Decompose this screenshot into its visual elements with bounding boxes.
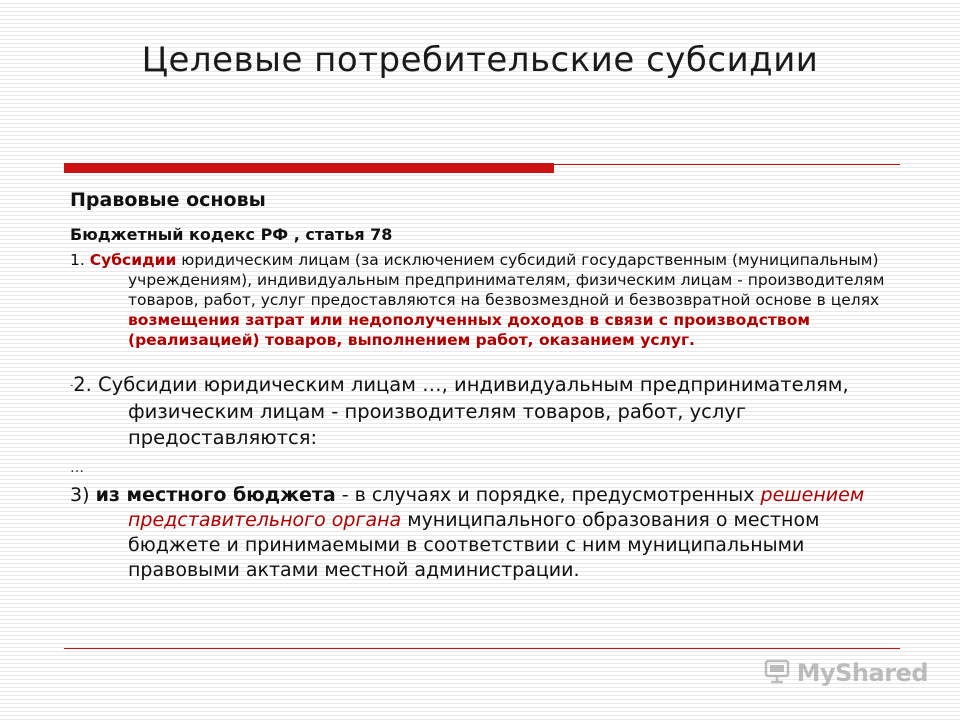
clause-2 (70, 372, 910, 451)
presentation-icon (763, 657, 791, 689)
clause-1-keyword: Субсидии (89, 251, 177, 269)
title-divider-thick (64, 163, 554, 173)
clause-3-text-b: муниципального образования о местном бюджете и принимаемыми в соответствии с ним муниципальными правовыми актами местной администрации. (128, 508, 820, 581)
clause-3-number: 3) (70, 483, 90, 506)
footer-divider (64, 648, 900, 649)
clause-1 (70, 250, 910, 350)
clause-3 (70, 483, 910, 583)
slide-body (70, 189, 910, 583)
omission-mark: … (70, 459, 84, 476)
clause-1-number: 1. (70, 251, 85, 269)
clause-3-source: из местного бюджета (95, 483, 336, 506)
clause-3-authority: решением представительного органа (128, 483, 865, 531)
clause-2-bullet: - (70, 380, 74, 391)
law-reference: Бюджетный кодекс РФ , статья 78 (70, 225, 393, 244)
clause-1-purpose: возмещения затрат или недополученных доходов в связи с производством (реализацией) товаров, выполнением работ, оказанием услуг. (128, 311, 811, 349)
clause-2-text: 2. Субсидии юридическим лицам …, индивидуальным предпринимателям, физическим лицам - производителям товаров, работ, услуг предоставляются: (73, 373, 849, 449)
section-heading: Правовые основы (70, 189, 266, 211)
watermark (763, 657, 928, 689)
clause-3-text-a: - в случаях и порядке, предусмотренных (341, 483, 755, 506)
clause-1-text: юридическим лицам (за исключением субсидий государственным (муниципальным) учреждениям), индивидуальным предпринимателям, физическим лицам - производителям товаров, работ, услуг предоставляются на безвозмездной и безвозвратной основе в целях (128, 251, 885, 309)
watermark-text: MyShared (796, 659, 928, 687)
slide-title: Целевые потребительские субсидии (141, 40, 819, 80)
